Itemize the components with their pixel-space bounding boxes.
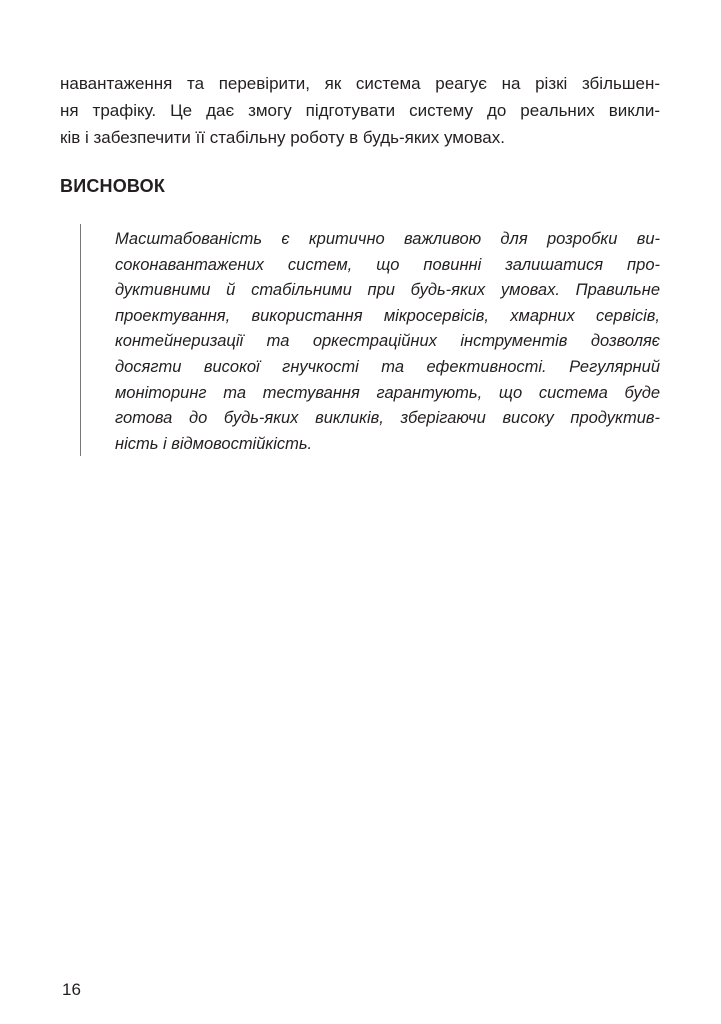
quote-line: досягти високої гнучкості та ефективності. Регулярний: [115, 357, 660, 376]
quote-border: [80, 224, 81, 456]
quote-line: готова до будь-яких викликів, зберігаючи високу продуктив-: [115, 409, 660, 428]
quote-line: ність і відмовостійкість.: [115, 434, 313, 453]
quote-line: моніторинг та тестування гарантують, що система буде: [115, 383, 660, 402]
body-line: ків і забезпечити її стабільну роботу в будь-яких умовах.: [60, 128, 505, 147]
quote-line: дуктивними й стабільними при будь-яких умовах. Правильне: [115, 281, 660, 300]
quote-line: проектування, використання мікросервісів, хмарних сервісів,: [115, 306, 660, 325]
body-paragraph: [60, 70, 660, 151]
section-heading: ВИСНОВОК: [60, 176, 166, 196]
quote-line: Масштабованість є критично важливою для розробки ви-: [115, 230, 660, 248]
page-number: 16: [62, 980, 81, 999]
body-line: ня трафіку. Це дає змогу підготувати систему до реальних викли-: [60, 101, 660, 120]
quote-line: контейнеризації та оркестраційних інструментів дозволяє: [115, 332, 660, 351]
quote-line: соконавантажених систем, що повинні залишатися про-: [115, 255, 660, 274]
conclusion-quote: [115, 227, 660, 457]
body-line: навантаження та перевірити, як система реагує на різкі збільшен-: [60, 74, 660, 93]
